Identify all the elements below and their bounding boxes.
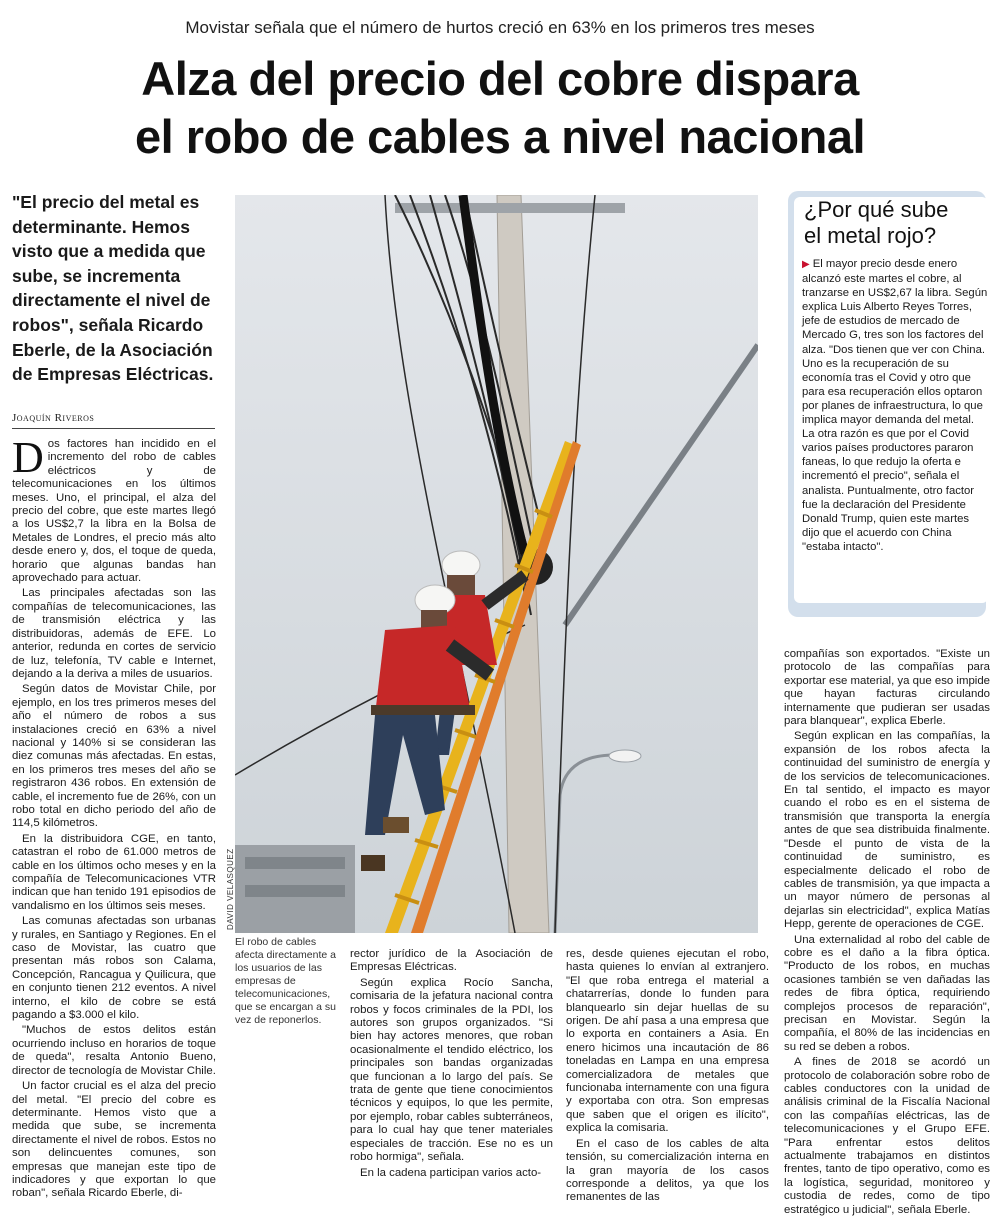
article-paragraph: res, desde quienes ejecutan el robo, hasta quienes lo envían al extranjero. "El que roba entrega el material a chatarrerías, donde lo funden para blanquearlo sin dejar huellas de su origen. De ahí pasa a una empresa que lo exporta en containers a Asia. En enero hicimos una incautación de 86 toneladas en Lampa en una empresa comercializadora de metales que funcionaba internamente con una figura y exportaba con otra. Son empresas que saben que el origen es ilícito", explica la comisaria.	[566, 948, 769, 1135]
sidebar-box	[788, 191, 986, 617]
drop-cap: D	[12, 433, 44, 482]
article-paragraph: Las principales afectadas son las compañías de telecomunicaciones, las de transmisión eléctrica y las distribuidoras, además de EFE. Lo anterior, redunda en cortes de servicio de luz, telefonía, TV cable e Internet, dejando a la deriva a miles de usuarios.	[12, 587, 216, 680]
photo-caption: El robo de cables afecta directamente a los usuarios de las empresas de telecomunicaciones, que se encargan a su vez de reponerlos.	[235, 936, 336, 1026]
article-column-4	[566, 948, 769, 1207]
headline-line-2: el robo de cables a nivel nacional	[134, 110, 866, 163]
pull-quote: "El precio del metal es determinante. Hemos visto que a medida que sube, se incrementa directamente el nivel de robos", señala Ricardo Eberle, de la Asociación de Empresas Eléctricas.	[12, 192, 214, 385]
article-column-1	[12, 433, 216, 1203]
article-paragraph: Una externalidad al robo del cable de cobre es el daño a la fibra óptica. "Producto de los robos, en muchas ocasiones también se ven dañadas las redes de fibra óptica, requiriendo complejos procesos de reparación", precisan en Movistar. Según la compañía, el 80% de las incidencias en su red se deben a robos.	[784, 933, 990, 1053]
article-paragraph: Dos factores han incidido en el incremento del robo de cables eléctricos y de telecomunicaciones en los últimos meses. Uno, el principal, el alza del precio del cobre, que este martes llegó a los US$2,7 la libra en la Bolsa de Metales de Londres, el precio más alto desde enero y, dos, el toque de queda, horario que algunas bandas han aprovechado para actuar.	[12, 433, 216, 585]
article-paragraph: Según datos de Movistar Chile, por ejemplo, en los tres primeros meses del año el número de robos a sus instalaciones creció en 63% a nivel nacional y 140% si se consideran las diez comunas más afectadas. En estas, en los primeros tres meses del año se registraron 436 robos. En extensión de cable, el incremento fue de 26%, con un robo total en dicho periodo del año de 114,5 kilómetros.	[12, 683, 216, 830]
workers-on-ladder-illustration	[235, 195, 758, 933]
article-paragraph: Según explican en las compañías, la expansión de los robos afecta la continuidad del suministro de energía y de los servicios de telecomunicaciones. En tal sentido, el impacto es mayor cuando el robo es en el sistema de transmisión que transporta la energía antes de que sea distribuida finalmente. "Desde el punto de vista de la continuidad de suministro, es especialmente delicado el robo de cables de transmisión, ya que impacta a un mayor número de personas al dejarlas sin electricidad", explica Matías Hepp, gerente de operaciones de CGE.	[784, 730, 990, 931]
byline: Joaquín Riveros	[12, 412, 215, 429]
article-paragraph: En la cadena participan varios acto-	[360, 1166, 542, 1179]
headline	[0, 50, 1000, 166]
article-paragraph: Las comunas afectadas son urbanas y rurales, en Santiago y Regiones. En el caso de Movistar, las cuatro que presentan más robos son Calama, Concepción, Rancagua y Quilicura, que en conjunto tienen 212 eventos. A nivel interno, el kilo de cobre se está pagando a $3.000 el kilo.	[12, 915, 216, 1022]
article-paragraph: En el caso de los cables de alta tensión, su comercialización interna en la gran mayoría de los casos corresponde a delitos, ya que los remanentes de las	[566, 1137, 769, 1204]
sidebar-title-line-1: ¿Por qué sube	[804, 197, 949, 222]
headline-line-1: Alza del precio del cobre dispara	[141, 52, 859, 105]
article-paragraph: "Muchos de estos delitos están ocurriendo incluso en horarios de toque de queda", resalta Antonio Bueno, director de tecnología de Movistar Chile.	[12, 1024, 216, 1077]
article-paragraph: rector jurídico de la Asociación de Empresas Eléctricas.	[350, 948, 553, 974]
article-paragraph: A fines de 2018 se acordó un protocolo de colaboración sobre robo de cables conductores con la unidad de análisis criminal de la Fiscalía Nacional con las compañías eléctricas, las de telecomunicaciones y el Grupo EFE. "Para enfrentar estos delitos actualmente trabajamos en distintos frentes, tanto de tipo operativo, como es la logística, seguridad, monitoreo y custodia de redes, como de tipo estratégico u judicial", señala Eberle.	[784, 1056, 990, 1216]
sidebar-title	[804, 197, 988, 249]
article-column-3	[350, 948, 553, 1182]
news-photo	[235, 195, 758, 933]
sidebar-title-line-2: el metal rojo?	[804, 223, 937, 248]
kicker: Movistar señala que el número de hurtos creció en 63% en los primeros tres meses	[185, 18, 815, 37]
article-paragraph: Según explica Rocío Sancha, comisaria de la jefatura nacional contra robos y focos criminales de la PDI, los autores son grupos organizados. "Si bien hay actores menores, que roban ocasionalmente el tendido eléctrico, los principales son bandas organizadas que funcionan a lo largo del país. Se trata de gente que tiene conocimientos técnicos y equipos, lo que les permite, por ejemplo, robar cables subterráneos, para lo cual hay que tener materiales especiales de tracción. Ese no es un robo hormiga", señala.	[350, 976, 553, 1164]
article-column-5	[784, 648, 990, 1219]
article-paragraph: En la distribuidora CGE, en tanto, catastran el robo de 61.000 metros de cable en los últimos ocho meses y en la compañía de Telecomunicaciones VTR indican que han tenido 191 episodios de vandalismo en los últimos seis meses.	[12, 832, 216, 912]
triangle-bullet-icon: ▶	[802, 259, 810, 270]
sidebar-body: ▶ El mayor precio desde enero alcanzó este martes el cobre, al tranzarse en US$2,67 la libra. Según explica Luis Alberto Reyes Torres, jefe de estudios de mercado de Mercado G, tres son los factores del alza. "Dos tienen que ver con China. Uno es la recuperación de su economía tras el Covid y otro que para esa recuperación ellos optaron por planes de infraestructura, lo que implica mayor demanda del metal. La otra razón es que por el Covid varios países productores pararon faneas, lo que redujo la oferta e incrementó el precio", señala el analista. Puntualmente, otro factor fue la declaración del Presidente Donald Trump, quien este martes dijo que el acuerdo con China "estaba intacto".	[802, 258, 988, 553]
article-paragraph: compañías son exportados. "Existe un protocolo de las compañías para exportar ese material, ya que eso impide que hayan facturas circulando internamente que pudieran ser usadas para blanquear", explica Eberle.	[784, 648, 990, 728]
sidebar-content	[794, 197, 988, 603]
photo-credit: DAVID VELASQUEZ	[226, 848, 235, 930]
article-paragraph: Un factor crucial es el alza del precio del metal. "El precio del cobre es determinante. Hemos visto que a medida que sube, se incrementa directamente el nivel de robos. Estos no son delincuentes comunes, son empresas que manejan este tipo de indicadores y que exportan lo que roban", señala Ricardo Eberle, di-	[12, 1080, 216, 1200]
